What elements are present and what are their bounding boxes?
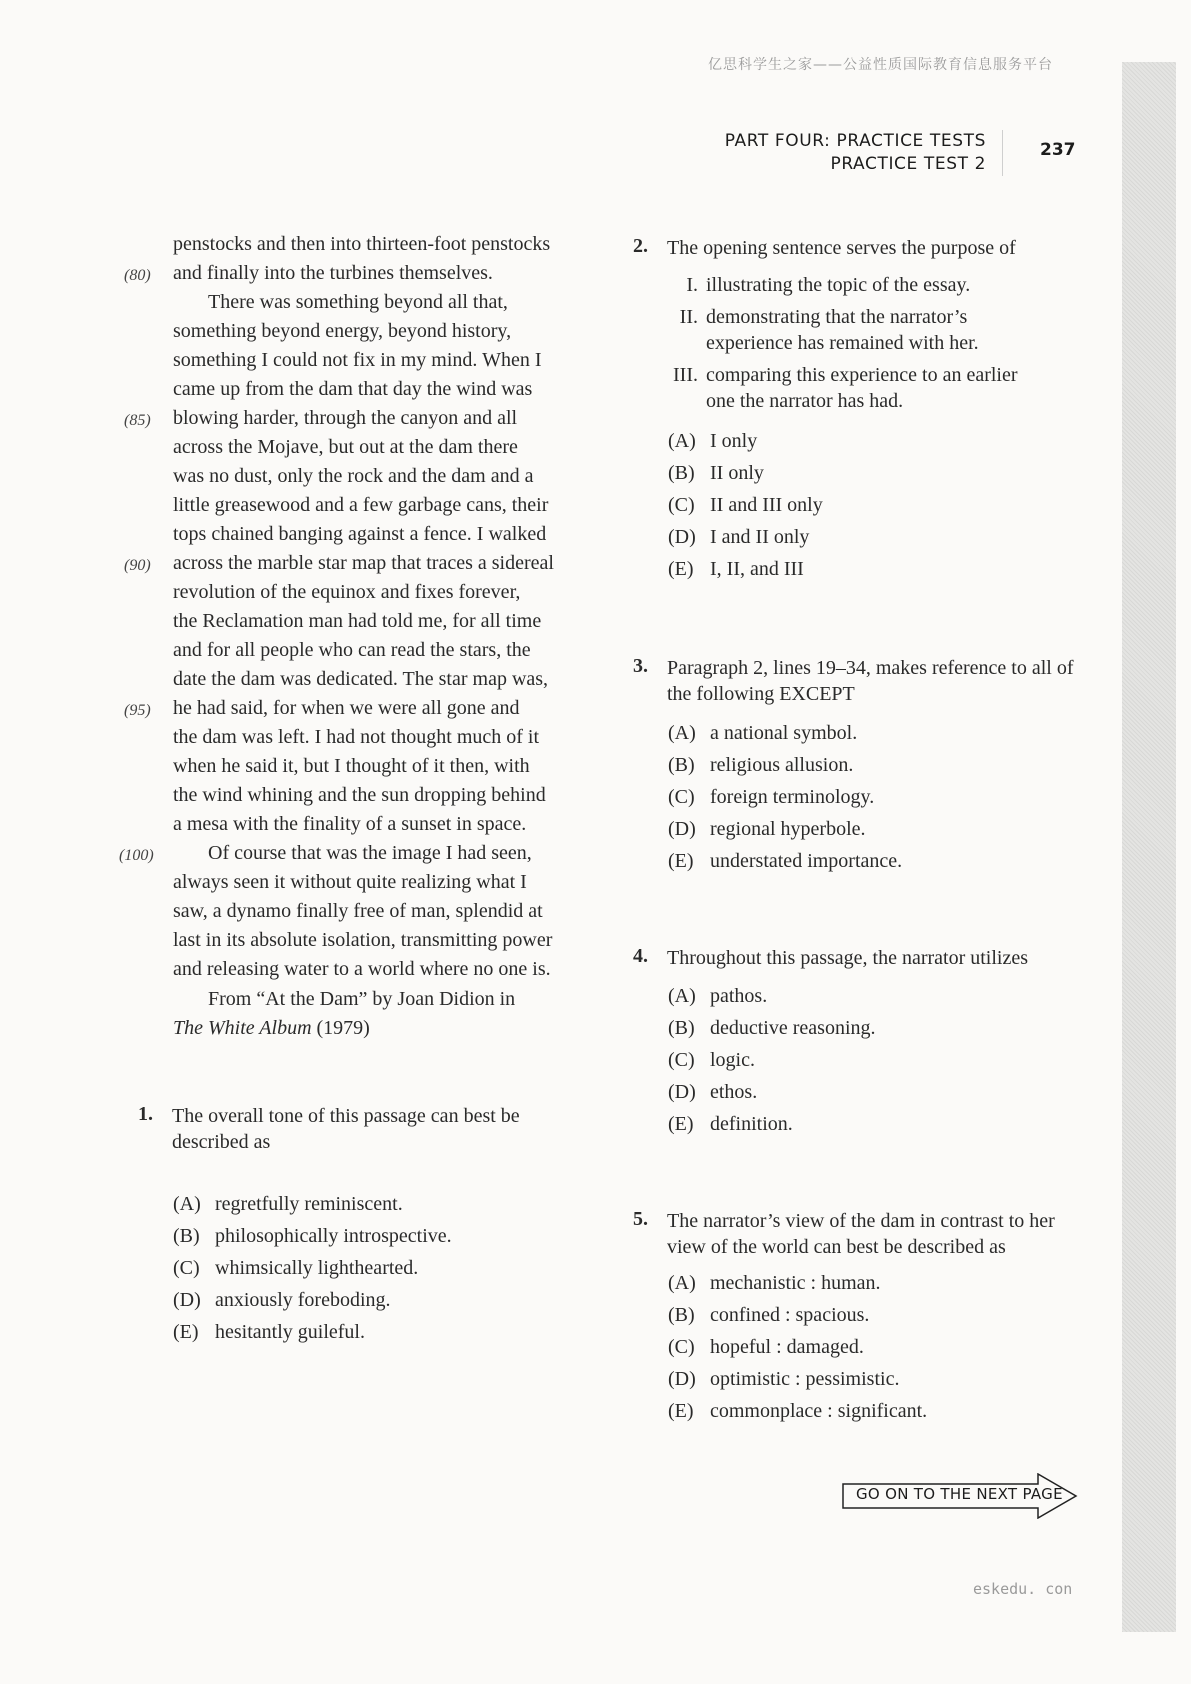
answer-option[interactable]: (E) understated importance. — [668, 850, 903, 872]
passage-line: and releasing water to a world where no one is. — [173, 958, 551, 980]
answer-option[interactable]: (D) optimistic : pessimistic. — [668, 1368, 900, 1390]
passage-line: the dam was left. I had not thought much of it — [173, 726, 540, 748]
source-year: (1979) — [316, 1017, 370, 1039]
passage-line: penstocks and then into thirteen-foot penstocks — [173, 233, 551, 255]
page-number: 237 — [1040, 140, 1076, 160]
answer-option[interactable]: (A) I only — [668, 430, 758, 452]
passage-line: tops chained banging against a fence. I walked — [173, 523, 547, 545]
roman-option: I. illustrating the topic of the essay. — [686, 274, 971, 296]
line-number: (90) — [124, 557, 151, 574]
passage-line: came up from the dam that day the wind was — [173, 378, 533, 400]
source-title: The White Album — [173, 1017, 312, 1039]
header-test: PRACTICE TEST 2 — [830, 154, 986, 174]
passage-line: last in its absolute isolation, transmitting power — [173, 929, 553, 951]
answer-option[interactable]: (C) logic. — [668, 1049, 755, 1071]
answer-option[interactable]: (E) definition. — [668, 1113, 793, 1135]
passage-line: something beyond energy, beyond history, — [173, 320, 512, 342]
next-page-arrow[interactable] — [842, 1473, 1078, 1519]
answer-option[interactable]: (A) pathos. — [668, 985, 768, 1007]
question-stem: Paragraph 2, lines 19–34, makes reference to all of the following EXCEPT — [667, 657, 1074, 705]
question-number: 5. — [633, 1208, 648, 1230]
passage-line: he had said, for when we were all gone and — [173, 697, 520, 719]
answer-option[interactable]: (B) confined : spacious. — [668, 1304, 870, 1326]
answer-option[interactable]: (D) anxiously foreboding. — [173, 1289, 391, 1311]
question-number: 2. — [633, 235, 648, 257]
passage-line: the Reclamation man had told me, for all time — [173, 610, 542, 632]
question-stem: The opening sentence serves the purpose of — [667, 237, 1016, 259]
passage-line: date the dam was dedicated. The star map was, — [173, 668, 549, 690]
line-number: (100) — [119, 847, 154, 864]
line-number: (95) — [124, 702, 151, 719]
passage-line: Of course that was the image I had seen, — [208, 842, 532, 864]
answer-option[interactable]: (A) a national symbol. — [668, 722, 858, 744]
answer-option[interactable]: (D) ethos. — [668, 1081, 758, 1103]
question-number: 1. — [138, 1103, 153, 1125]
passage-line: There was something beyond all that, — [208, 291, 508, 313]
roman-option: III. comparing this experience to an earlier one the narrator has had. — [673, 364, 1018, 412]
answer-option[interactable]: (E) hesitantly guileful. — [173, 1321, 365, 1343]
passage-line: across the marble star map that traces a sidereal — [173, 552, 554, 574]
question-stem: Throughout this passage, the narrator utilizes — [667, 947, 1029, 969]
answer-option[interactable]: (C) foreign terminology. — [668, 786, 875, 808]
passage-line: always seen it without quite realizing what I — [173, 871, 527, 893]
bottom-watermark: eskedu. con — [973, 1580, 1073, 1598]
answer-option[interactable]: (E) commonplace : significant. — [668, 1400, 928, 1422]
roman-option: II. demonstrating that the narrator’s experience has remained with her. — [679, 306, 979, 354]
answer-option[interactable]: (D) regional hyperbole. — [668, 818, 866, 840]
line-number: (80) — [124, 267, 151, 284]
answer-option[interactable]: (E) I, II, and III — [668, 558, 804, 580]
question-stem: The narrator’s view of the dam in contrast to her view of the world can best be described as — [667, 1210, 1055, 1258]
header-part: PART FOUR: PRACTICE TESTS — [724, 131, 986, 151]
answer-option[interactable]: (C) whimsically lighthearted. — [173, 1257, 419, 1279]
page-edge-shadow — [1122, 62, 1176, 1632]
answer-option[interactable]: (B) philosophically introspective. — [173, 1225, 452, 1247]
passage-line: when he said it, but I thought of it then, with — [173, 755, 530, 777]
passage-line: was no dust, only the rock and the dam and a — [173, 465, 534, 487]
answer-option[interactable]: (B) II only — [668, 462, 764, 484]
next-page-label: GO ON TO THE NEXT PAGE — [856, 1485, 1063, 1503]
line-number: (85) — [124, 412, 151, 429]
passage-line: something I could not fix in my mind. When I — [173, 349, 542, 371]
passage-line: saw, a dynamo finally free of man, splendid at — [173, 900, 543, 922]
answer-option[interactable]: (C) II and III only — [668, 494, 823, 516]
passage-line: revolution of the equinox and fixes forever, — [173, 581, 521, 603]
answer-option[interactable]: (B) religious allusion. — [668, 754, 854, 776]
question-number: 4. — [633, 945, 648, 967]
question-number: 3. — [633, 655, 648, 677]
passage-line: little greasewood and a few garbage cans, their — [173, 494, 549, 516]
answer-option[interactable]: (C) hopeful : damaged. — [668, 1336, 864, 1358]
passage-line: the wind whining and the sun dropping behind — [173, 784, 546, 806]
source-citation: From “At the Dam” by Joan Didion in — [208, 988, 516, 1010]
passage-line: across the Mojave, but out at the dam there — [173, 436, 518, 458]
passage-line: a mesa with the finality of a sunset in space. — [173, 813, 527, 835]
passage-line: and finally into the turbines themselves. — [173, 262, 493, 284]
passage-line: and for all people who can read the stars, the — [173, 639, 531, 661]
answer-option[interactable]: (B) deductive reasoning. — [668, 1017, 876, 1039]
answer-option[interactable]: (A) mechanistic : human. — [668, 1272, 881, 1294]
question-stem: The overall tone of this passage can best be described as — [172, 1105, 520, 1153]
answer-option[interactable]: (A) regretfully reminiscent. — [173, 1193, 403, 1215]
passage-line: blowing harder, through the canyon and all — [173, 407, 518, 429]
top-watermark: 亿思科学生之家——公益性质国际教育信息服务平台 — [708, 57, 1053, 73]
source-title-line — [173, 1017, 370, 1040]
running-header — [725, 130, 1003, 176]
answer-option[interactable]: (D) I and II only — [668, 526, 810, 548]
